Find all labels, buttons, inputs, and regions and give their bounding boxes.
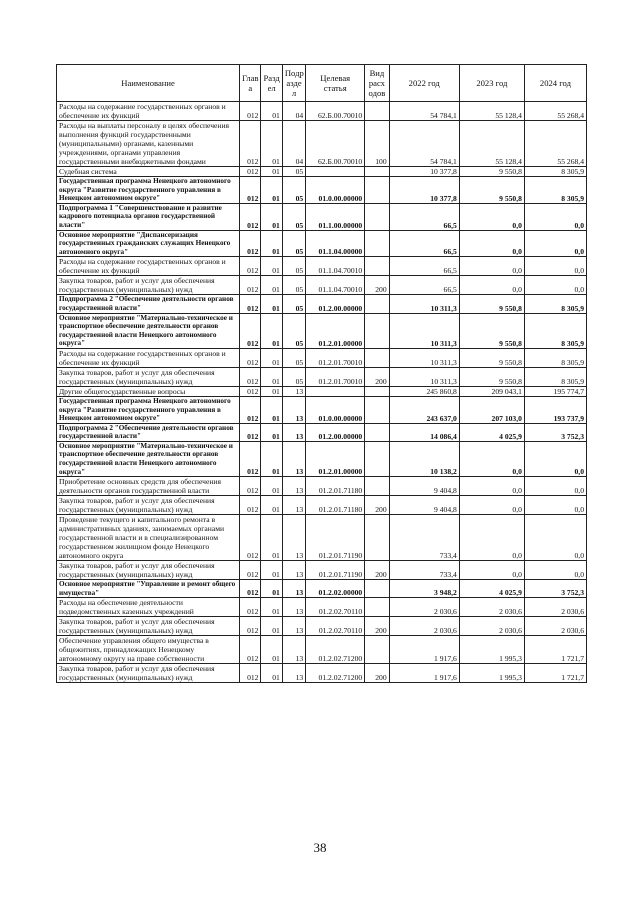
cell-glava: 012 xyxy=(240,441,261,476)
cell-y2023: 1 995,3 xyxy=(459,664,524,683)
cell-glava: 012 xyxy=(240,561,261,580)
cell-glava: 012 xyxy=(240,295,261,313)
cell-y2023: 0,0 xyxy=(459,441,524,476)
cell-razdel: 01 xyxy=(261,257,282,276)
cell-vid: 200 xyxy=(365,664,389,683)
table-row xyxy=(57,230,587,257)
cell-target: 01.0.00.00000 xyxy=(306,177,365,204)
cell-vid xyxy=(365,167,389,177)
cell-razdel: 01 xyxy=(261,423,282,441)
cell-target: 01.2.00.00000 xyxy=(306,295,365,313)
cell-name: Другие общегосударственные вопросы xyxy=(57,386,240,396)
cell-glava: 012 xyxy=(240,230,261,257)
cell-razdel: 01 xyxy=(261,441,282,476)
cell-y2024: 193 737,9 xyxy=(524,396,586,423)
cell-podrazdel: 13 xyxy=(282,561,305,580)
cell-name: Закупка товаров, работ и услуг для обеспечения государственных (муниципальных) нужд xyxy=(57,496,240,515)
cell-y2024: 0,0 xyxy=(524,561,586,580)
cell-y2023: 0,0 xyxy=(459,257,524,276)
header-2023: 2023 год xyxy=(459,65,524,102)
cell-y2022: 733,4 xyxy=(389,561,459,580)
table-row xyxy=(57,561,587,580)
cell-vid xyxy=(365,396,389,423)
cell-y2024: 55 268,4 xyxy=(524,102,586,121)
cell-podrazdel: 04 xyxy=(282,102,305,121)
cell-y2022: 66,5 xyxy=(389,276,459,295)
table-row xyxy=(57,477,587,496)
cell-y2023: 4 025,9 xyxy=(459,580,524,598)
cell-y2022: 1 917,6 xyxy=(389,636,459,664)
cell-name: Расходы на содержание государственных органов и обеспечение их функций xyxy=(57,348,240,367)
cell-vid: 200 xyxy=(365,367,389,386)
cell-target: 01.2.01.71190 xyxy=(306,561,365,580)
cell-podrazdel: 05 xyxy=(282,230,305,257)
cell-razdel: 01 xyxy=(261,102,282,121)
table-row xyxy=(57,386,587,396)
cell-podrazdel: 05 xyxy=(282,177,305,204)
cell-y2022: 10 311,3 xyxy=(389,367,459,386)
cell-glava: 012 xyxy=(240,636,261,664)
cell-y2022: 66,5 xyxy=(389,257,459,276)
cell-y2024: 0,0 xyxy=(524,203,586,230)
cell-y2022: 10 311,3 xyxy=(389,348,459,367)
cell-name: Судебная система xyxy=(57,167,240,177)
table-row xyxy=(57,203,587,230)
cell-podrazdel: 13 xyxy=(282,423,305,441)
cell-y2024: 8 305,9 xyxy=(524,367,586,386)
cell-podrazdel: 04 xyxy=(282,121,305,167)
cell-name: Приобретение основных средств для обеспечения деятельности органов государственной власти xyxy=(57,477,240,496)
table-row xyxy=(57,496,587,515)
cell-podrazdel: 13 xyxy=(282,598,305,617)
table-row xyxy=(57,276,587,295)
cell-razdel: 01 xyxy=(261,121,282,167)
table-row xyxy=(57,441,587,476)
cell-podrazdel: 13 xyxy=(282,617,305,636)
cell-y2024: 8 305,9 xyxy=(524,177,586,204)
cell-y2024: 3 752,3 xyxy=(524,423,586,441)
cell-glava: 012 xyxy=(240,515,261,561)
cell-target: 01.1.00.00000 xyxy=(306,203,365,230)
cell-glava: 012 xyxy=(240,203,261,230)
cell-razdel: 01 xyxy=(261,177,282,204)
cell-y2024: 55 268,4 xyxy=(524,121,586,167)
cell-y2024: 8 305,9 xyxy=(524,313,586,348)
header-razdel: Разд ел xyxy=(261,65,282,102)
cell-glava: 012 xyxy=(240,386,261,396)
cell-y2023: 9 550,8 xyxy=(459,348,524,367)
cell-target: 01.2.01.00000 xyxy=(306,313,365,348)
cell-name: Расходы на обеспечение деятельности подведомственных казенных учреждений xyxy=(57,598,240,617)
cell-glava: 012 xyxy=(240,477,261,496)
cell-y2023: 0,0 xyxy=(459,496,524,515)
cell-target: 01.2.02.70110 xyxy=(306,617,365,636)
table-row xyxy=(57,313,587,348)
cell-vid xyxy=(365,477,389,496)
cell-podrazdel: 05 xyxy=(282,276,305,295)
cell-vid xyxy=(365,515,389,561)
cell-glava: 012 xyxy=(240,121,261,167)
cell-target: 01.2.02.70110 xyxy=(306,598,365,617)
cell-glava: 012 xyxy=(240,257,261,276)
budget-table xyxy=(56,64,587,683)
cell-podrazdel: 05 xyxy=(282,203,305,230)
cell-y2022: 3 948,2 xyxy=(389,580,459,598)
table-header-row xyxy=(57,65,587,102)
table-body xyxy=(57,102,587,683)
table-row xyxy=(57,121,587,167)
cell-razdel: 01 xyxy=(261,203,282,230)
cell-y2022: 10 377,8 xyxy=(389,177,459,204)
table-row xyxy=(57,515,587,561)
cell-vid xyxy=(365,386,389,396)
cell-y2024: 1 721,7 xyxy=(524,636,586,664)
table-row xyxy=(57,636,587,664)
cell-target: 01.2.02.00000 xyxy=(306,580,365,598)
cell-y2023: 9 550,8 xyxy=(459,313,524,348)
cell-podrazdel: 05 xyxy=(282,313,305,348)
cell-y2023: 209 043,1 xyxy=(459,386,524,396)
cell-y2024: 0,0 xyxy=(524,477,586,496)
cell-vid: 200 xyxy=(365,617,389,636)
cell-glava: 012 xyxy=(240,313,261,348)
table-row xyxy=(57,396,587,423)
cell-podrazdel: 13 xyxy=(282,496,305,515)
cell-target: 01.2.01.70010 xyxy=(306,348,365,367)
table-row xyxy=(57,177,587,204)
cell-target: 01.1.04.70010 xyxy=(306,257,365,276)
cell-podrazdel: 13 xyxy=(282,477,305,496)
cell-name: Проведение текущего и капитального ремонта в административных зданиях, занимаемых органами государственной власти и в специализированном государственном жилищном фонде Ненецкого автономного округа xyxy=(57,515,240,561)
cell-target: 01.2.01.71180 xyxy=(306,477,365,496)
cell-razdel: 01 xyxy=(261,295,282,313)
cell-vid xyxy=(365,313,389,348)
cell-target: 62.Б.00.70010 xyxy=(306,102,365,121)
cell-name: Основное мероприятие "Диспансеризация государственных гражданских служащих Ненецкого автономного округа" xyxy=(57,230,240,257)
table-row xyxy=(57,167,587,177)
cell-glava: 012 xyxy=(240,496,261,515)
cell-target: 01.0.00.00000 xyxy=(306,396,365,423)
cell-name: Основное мероприятие "Материально-техническое и транспортное обеспечение деятельности органов государственной власти Ненецкого автономного округа" xyxy=(57,441,240,476)
table-row xyxy=(57,617,587,636)
cell-podrazdel: 13 xyxy=(282,636,305,664)
cell-y2022: 2 030,6 xyxy=(389,617,459,636)
cell-razdel: 01 xyxy=(261,367,282,386)
header-vid: Вид расх одов xyxy=(365,65,389,102)
cell-y2024: 8 305,9 xyxy=(524,348,586,367)
page-number: 38 xyxy=(313,840,327,855)
cell-razdel: 01 xyxy=(261,477,282,496)
cell-vid xyxy=(365,423,389,441)
cell-vid: 200 xyxy=(365,276,389,295)
cell-vid xyxy=(365,441,389,476)
cell-razdel: 01 xyxy=(261,276,282,295)
cell-razdel: 01 xyxy=(261,617,282,636)
cell-y2023: 2 030,6 xyxy=(459,598,524,617)
cell-vid xyxy=(365,230,389,257)
cell-podrazdel: 13 xyxy=(282,396,305,423)
cell-razdel: 01 xyxy=(261,348,282,367)
cell-podrazdel: 05 xyxy=(282,367,305,386)
cell-name: Закупка товаров, работ и услуг для обеспечения государственных (муниципальных) нужд xyxy=(57,664,240,683)
cell-y2024: 0,0 xyxy=(524,441,586,476)
cell-name: Государственная программа Ненецкого автономного округа "Развитие государственного управления в Ненецком автономном округе" xyxy=(57,177,240,204)
cell-vid xyxy=(365,348,389,367)
cell-razdel: 01 xyxy=(261,515,282,561)
cell-razdel: 01 xyxy=(261,580,282,598)
cell-podrazdel: 13 xyxy=(282,386,305,396)
cell-y2022: 66,5 xyxy=(389,203,459,230)
cell-name: Государственная программа Ненецкого автономного округа "Развитие государственного управления в Ненецком автономном округе" xyxy=(57,396,240,423)
cell-vid xyxy=(365,257,389,276)
cell-y2023: 0,0 xyxy=(459,561,524,580)
cell-y2023: 9 550,8 xyxy=(459,177,524,204)
table-row xyxy=(57,257,587,276)
cell-y2023: 0,0 xyxy=(459,515,524,561)
cell-vid xyxy=(365,295,389,313)
cell-podrazdel: 13 xyxy=(282,664,305,683)
cell-glava: 012 xyxy=(240,167,261,177)
cell-name: Закупка товаров, работ и услуг для обеспечения государственных (муниципальных) нужд xyxy=(57,276,240,295)
cell-target: 01.2.01.00000 xyxy=(306,441,365,476)
cell-vid: 200 xyxy=(365,496,389,515)
cell-y2024: 0,0 xyxy=(524,276,586,295)
cell-y2022: 9 404,8 xyxy=(389,496,459,515)
cell-glava: 012 xyxy=(240,617,261,636)
cell-podrazdel: 05 xyxy=(282,348,305,367)
cell-name: Обеспечение управления общего имущества в общежитиях, принадлежащих Ненецкому автономному округу на праве собственности xyxy=(57,636,240,664)
cell-name: Подпрограмма 2 "Обеспечение деятельности органов государственной власти" xyxy=(57,423,240,441)
cell-razdel: 01 xyxy=(261,396,282,423)
cell-glava: 012 xyxy=(240,598,261,617)
cell-podrazdel: 13 xyxy=(282,580,305,598)
cell-y2022: 2 030,6 xyxy=(389,598,459,617)
cell-y2022: 10 311,3 xyxy=(389,295,459,313)
cell-name: Расходы на содержание государственных органов и обеспечение их функций xyxy=(57,102,240,121)
cell-y2024: 0,0 xyxy=(524,515,586,561)
cell-y2023: 0,0 xyxy=(459,230,524,257)
cell-y2023: 0,0 xyxy=(459,203,524,230)
cell-name: Подпрограмма 2 "Обеспечение деятельности органов государственной власти" xyxy=(57,295,240,313)
table-row xyxy=(57,664,587,683)
cell-y2023: 9 550,8 xyxy=(459,167,524,177)
cell-y2024: 195 774,7 xyxy=(524,386,586,396)
cell-y2023: 55 128,4 xyxy=(459,102,524,121)
cell-y2023: 9 550,8 xyxy=(459,367,524,386)
cell-name: Расходы на содержание государственных органов и обеспечение их функций xyxy=(57,257,240,276)
table-row xyxy=(57,423,587,441)
cell-target: 01.1.04.00000 xyxy=(306,230,365,257)
cell-y2023: 1 995,3 xyxy=(459,636,524,664)
header-name: Наименование xyxy=(57,65,240,102)
table-row xyxy=(57,580,587,598)
cell-y2024: 8 305,9 xyxy=(524,167,586,177)
cell-y2023: 9 550,8 xyxy=(459,295,524,313)
cell-razdel: 01 xyxy=(261,636,282,664)
table-row xyxy=(57,102,587,121)
cell-name: Закупка товаров, работ и услуг для обеспечения государственных (муниципальных) нужд xyxy=(57,367,240,386)
cell-vid xyxy=(365,580,389,598)
cell-y2024: 0,0 xyxy=(524,496,586,515)
cell-name: Подпрограмма 1 "Совершенствование и развитие кадрового потенциала органов государственной власти" xyxy=(57,203,240,230)
cell-y2022: 54 784,1 xyxy=(389,102,459,121)
cell-y2023: 207 103,0 xyxy=(459,396,524,423)
cell-y2022: 14 086,4 xyxy=(389,423,459,441)
cell-glava: 012 xyxy=(240,580,261,598)
table-row xyxy=(57,295,587,313)
cell-target: 01.2.02.71200 xyxy=(306,664,365,683)
cell-vid: 200 xyxy=(365,561,389,580)
cell-vid xyxy=(365,598,389,617)
cell-vid: 100 xyxy=(365,121,389,167)
cell-vid xyxy=(365,636,389,664)
cell-y2023: 0,0 xyxy=(459,477,524,496)
cell-podrazdel: 05 xyxy=(282,167,305,177)
cell-y2022: 54 784,1 xyxy=(389,121,459,167)
cell-target: 01.2.00.00000 xyxy=(306,423,365,441)
cell-razdel: 01 xyxy=(261,313,282,348)
cell-y2024: 0,0 xyxy=(524,257,586,276)
cell-y2024: 1 721,7 xyxy=(524,664,586,683)
cell-y2024: 2 030,6 xyxy=(524,598,586,617)
cell-glava: 012 xyxy=(240,276,261,295)
cell-y2023: 4 025,9 xyxy=(459,423,524,441)
cell-y2023: 2 030,6 xyxy=(459,617,524,636)
cell-glava: 012 xyxy=(240,177,261,204)
cell-target: 01.2.01.71190 xyxy=(306,515,365,561)
table-row xyxy=(57,367,587,386)
table-row xyxy=(57,598,587,617)
table-row xyxy=(57,348,587,367)
cell-glava: 012 xyxy=(240,396,261,423)
cell-y2022: 733,4 xyxy=(389,515,459,561)
cell-y2022: 10 377,8 xyxy=(389,167,459,177)
cell-y2022: 10 138,2 xyxy=(389,441,459,476)
cell-target xyxy=(306,386,365,396)
cell-target xyxy=(306,167,365,177)
cell-target: 62.Б.00.70010 xyxy=(306,121,365,167)
cell-razdel: 01 xyxy=(261,230,282,257)
cell-name: Основное мероприятие "Управление и ремонт общего имущества" xyxy=(57,580,240,598)
cell-podrazdel: 13 xyxy=(282,515,305,561)
cell-vid xyxy=(365,203,389,230)
cell-y2024: 8 305,9 xyxy=(524,295,586,313)
cell-razdel: 01 xyxy=(261,386,282,396)
cell-podrazdel: 05 xyxy=(282,295,305,313)
cell-y2023: 0,0 xyxy=(459,276,524,295)
cell-glava: 012 xyxy=(240,423,261,441)
cell-y2024: 0,0 xyxy=(524,230,586,257)
cell-y2022: 66,5 xyxy=(389,230,459,257)
cell-target: 01.2.01.71180 xyxy=(306,496,365,515)
cell-podrazdel: 05 xyxy=(282,257,305,276)
cell-razdel: 01 xyxy=(261,167,282,177)
cell-target: 01.2.01.70010 xyxy=(306,367,365,386)
cell-razdel: 01 xyxy=(261,496,282,515)
cell-y2022: 245 860,8 xyxy=(389,386,459,396)
cell-y2022: 243 637,0 xyxy=(389,396,459,423)
cell-razdel: 01 xyxy=(261,561,282,580)
header-2022: 2022 год xyxy=(389,65,459,102)
cell-y2022: 1 917,6 xyxy=(389,664,459,683)
cell-y2024: 3 752,3 xyxy=(524,580,586,598)
header-target: Целевая статья xyxy=(306,65,365,102)
cell-name: Закупка товаров, работ и услуг для обеспечения государственных (муниципальных) нужд xyxy=(57,617,240,636)
cell-target: 01.2.02.71200 xyxy=(306,636,365,664)
cell-vid xyxy=(365,102,389,121)
cell-y2022: 10 311,3 xyxy=(389,313,459,348)
cell-name: Закупка товаров, работ и услуг для обеспечения государственных (муниципальных) нужд xyxy=(57,561,240,580)
cell-glava: 012 xyxy=(240,664,261,683)
header-glava: Глав а xyxy=(240,65,261,102)
header-podrazdel: Подр азде л xyxy=(282,65,305,102)
cell-podrazdel: 13 xyxy=(282,441,305,476)
cell-glava: 012 xyxy=(240,367,261,386)
cell-y2024: 2 030,6 xyxy=(524,617,586,636)
cell-glava: 012 xyxy=(240,348,261,367)
cell-y2023: 55 128,4 xyxy=(459,121,524,167)
header-2024: 2024 год xyxy=(524,65,586,102)
cell-razdel: 01 xyxy=(261,664,282,683)
cell-y2022: 9 404,8 xyxy=(389,477,459,496)
cell-name: Основное мероприятие "Материально-техническое и транспортное обеспечение деятельности органов государственной власти Ненецкого автономного округа" xyxy=(57,313,240,348)
cell-razdel: 01 xyxy=(261,598,282,617)
cell-target: 01.1.04.70010 xyxy=(306,276,365,295)
cell-name: Расходы на выплаты персоналу в целях обеспечения выполнения функций государственными (муниципальными) органами, казенными учреждениями, органами управления государственными внебюджетными фондами xyxy=(57,121,240,167)
cell-glava: 012 xyxy=(240,102,261,121)
cell-vid xyxy=(365,177,389,204)
